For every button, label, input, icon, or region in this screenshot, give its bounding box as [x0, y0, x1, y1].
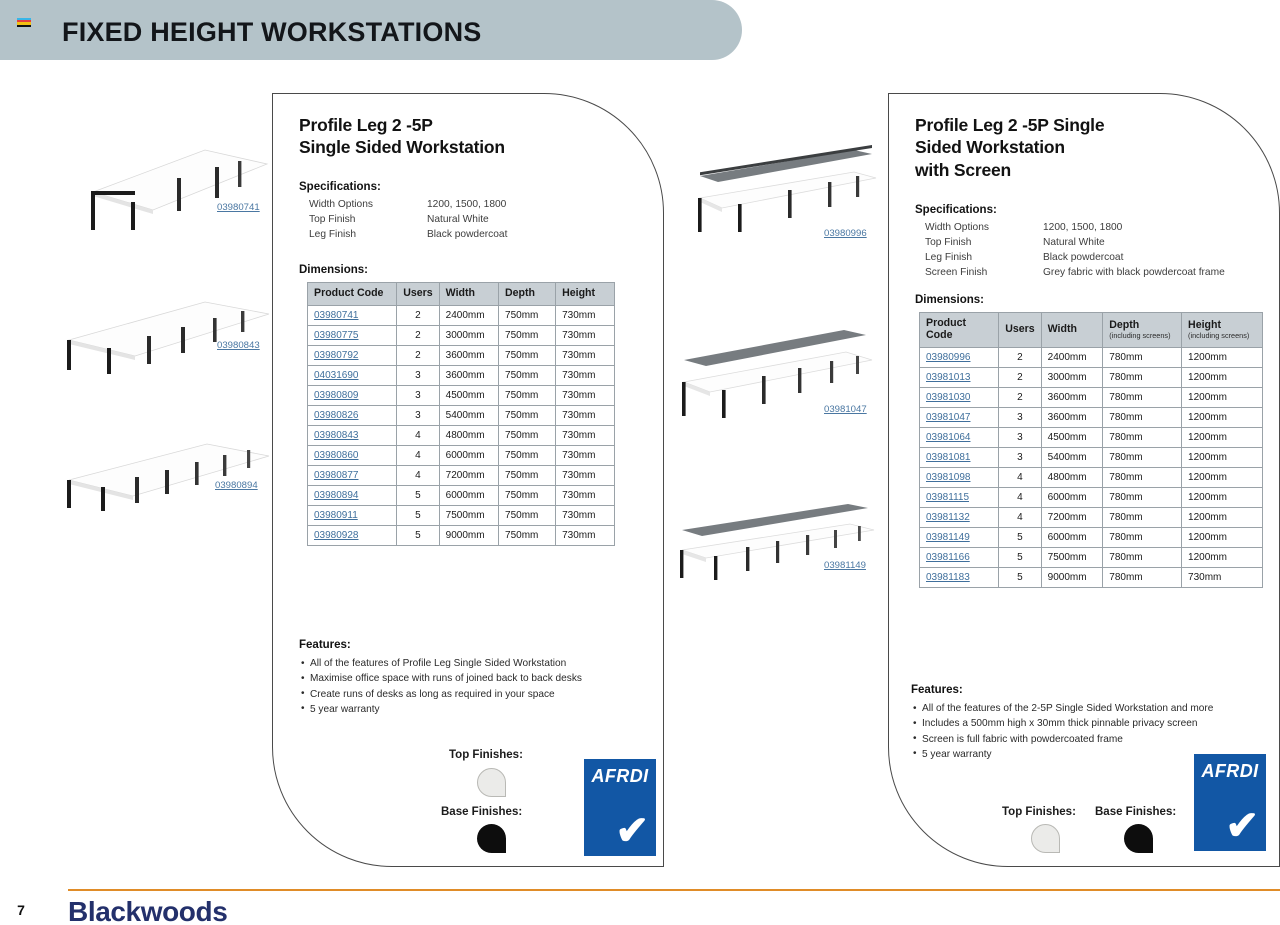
right-base-finishes-label: Base Finishes:	[1095, 806, 1177, 818]
product-code-link[interactable]: 03981166	[926, 551, 970, 563]
spec-row	[309, 228, 507, 243]
cell-users: 4	[999, 467, 1041, 487]
product-figure-03981149	[676, 490, 891, 600]
base-finish-swatch-black[interactable]	[1124, 824, 1153, 853]
check-icon: ✔	[1225, 804, 1259, 848]
product-code-link[interactable]: 03980911	[314, 509, 358, 521]
table-row	[308, 425, 615, 445]
feature-item: • All of the features of the 2-5P Single Sided Workstation and more	[911, 701, 1261, 716]
cell-product-code[interactable]	[920, 527, 999, 547]
product-code-link[interactable]: 03981047	[926, 411, 971, 423]
product-figure-03980741	[55, 130, 280, 230]
cell-depth: 780mm	[1103, 347, 1182, 367]
product-code-link[interactable]: 03980894	[314, 489, 359, 501]
col-users: Users	[999, 313, 1041, 348]
left-base-finishes-label: Base Finishes:	[441, 806, 523, 818]
product-code-link[interactable]: 03980928	[314, 529, 359, 541]
left-product-panel	[272, 93, 664, 867]
cell-width: 9000mm	[1041, 567, 1103, 587]
cell-users: 4	[397, 425, 439, 445]
cell-users: 5	[999, 567, 1041, 587]
cell-height: 730mm	[556, 485, 615, 505]
cell-depth: 750mm	[499, 325, 556, 345]
left-dimensions-table	[307, 282, 615, 546]
right-dimensions-label: Dimensions:	[915, 294, 985, 306]
cell-product-code[interactable]	[308, 425, 397, 445]
cell-product-code[interactable]	[308, 445, 397, 465]
cell-width: 7500mm	[1041, 547, 1103, 567]
product-code-link[interactable]: 03980741	[217, 202, 260, 213]
cell-users: 2	[999, 367, 1041, 387]
cell-users: 3	[999, 427, 1041, 447]
base-finish-swatch-black[interactable]	[477, 824, 506, 853]
cell-height: 1200mm	[1182, 527, 1263, 547]
footer-divider	[68, 889, 1280, 891]
cell-width: 2400mm	[439, 305, 498, 325]
product-code-link[interactable]: 03980843	[314, 429, 359, 441]
spec-value: 1200, 1500, 1800	[1043, 222, 1123, 233]
cell-users: 4	[999, 487, 1041, 507]
table-row	[920, 567, 1263, 587]
left-features-label: Features:	[299, 639, 351, 651]
cell-users: 2	[397, 325, 439, 345]
cell-height: 730mm	[556, 505, 615, 525]
table-row	[308, 305, 615, 325]
cell-width: 4500mm	[439, 385, 498, 405]
top-finish-swatch-natural-white[interactable]	[1031, 824, 1060, 853]
cell-users: 5	[397, 525, 439, 545]
left-dimensions-label: Dimensions:	[299, 264, 369, 276]
product-code-link[interactable]: 03981149	[824, 560, 866, 571]
col-depth-sub: (including screens)	[1109, 330, 1171, 340]
cell-users: 2	[397, 305, 439, 325]
product-code-link[interactable]: 03980894	[215, 480, 258, 491]
left-specifications-label: Specifications:	[299, 181, 381, 193]
right-features-block	[911, 684, 1261, 762]
cell-depth: 750mm	[499, 425, 556, 445]
table-row	[920, 547, 1263, 567]
spec-key: Top Finish	[925, 236, 972, 248]
cell-users: 3	[397, 365, 439, 385]
product-code-link[interactable]: 03981081	[926, 451, 971, 463]
table-head	[920, 313, 1263, 348]
col-width: Width	[439, 283, 498, 306]
cell-height: 1200mm	[1182, 407, 1263, 427]
table-row	[920, 447, 1263, 467]
cell-width: 3000mm	[439, 325, 498, 345]
cell-users: 2	[397, 345, 439, 365]
spec-value: Black powdercoat	[427, 228, 508, 240]
table-row	[920, 527, 1263, 547]
table-row	[308, 345, 615, 365]
cell-depth: 780mm	[1103, 567, 1182, 587]
col-product-code: Product Code	[920, 313, 999, 348]
table-row	[920, 507, 1263, 527]
table-row	[920, 427, 1263, 447]
cell-width: 4800mm	[1041, 467, 1103, 487]
table-row	[308, 365, 615, 385]
cell-width: 7500mm	[439, 505, 498, 525]
cell-users: 5	[999, 527, 1041, 547]
spec-value: 1200, 1500, 1800	[427, 199, 507, 210]
cell-height: 1200mm	[1182, 347, 1263, 367]
cell-depth: 750mm	[499, 505, 556, 525]
spec-key: Width Options	[309, 199, 373, 210]
cell-users: 4	[999, 507, 1041, 527]
col-width: Width	[1041, 313, 1103, 348]
product-code-link[interactable]: 03980809	[314, 389, 359, 401]
desk-illustration	[55, 130, 280, 230]
cell-width: 2400mm	[1041, 347, 1103, 367]
spec-key: Screen Finish	[925, 266, 988, 278]
spec-row	[925, 251, 1225, 266]
product-figure-03980843	[55, 278, 280, 378]
cell-width: 6000mm	[1041, 487, 1103, 507]
right-product-panel	[888, 93, 1280, 867]
table-row	[920, 347, 1263, 367]
spec-row	[309, 213, 507, 228]
cell-users: 3	[397, 405, 439, 425]
product-code-link[interactable]: 03980843	[217, 340, 260, 351]
cell-width: 3600mm	[439, 345, 498, 365]
right-panel-title-line1: Profile Leg 2 -5P Single	[915, 115, 1105, 135]
feature-item: • Maximise office space with runs of joined back to back desks	[299, 671, 639, 686]
cell-height: 730mm	[556, 325, 615, 345]
left-features-block	[299, 639, 639, 717]
product-code-link[interactable]: 03980775	[314, 329, 359, 341]
cell-users: 3	[397, 385, 439, 405]
cell-width: 3600mm	[1041, 387, 1103, 407]
cell-height: 1200mm	[1182, 507, 1263, 527]
cell-users: 2	[999, 347, 1041, 367]
spec-value: Black powdercoat	[1043, 251, 1124, 263]
product-code-link[interactable]: 03980741	[314, 309, 359, 321]
page-title: FIXED HEIGHT WORKSTATIONS	[62, 17, 482, 47]
afrdi-certification-logo	[1194, 754, 1266, 851]
cell-product-code[interactable]	[920, 507, 999, 527]
cell-users: 3	[999, 407, 1041, 427]
spec-row	[925, 236, 1225, 251]
product-code-link[interactable]: 03981149	[926, 531, 970, 543]
spec-key: Leg Finish	[925, 251, 973, 263]
left-top-finishes-label: Top Finishes:	[449, 749, 523, 761]
top-finish-swatch-natural-white[interactable]	[477, 768, 506, 797]
cell-height: 730mm	[556, 345, 615, 365]
cell-width: 3000mm	[1041, 367, 1103, 387]
cell-width: 4800mm	[439, 425, 498, 445]
col-depth: Depth	[499, 283, 556, 306]
cell-product-code[interactable]	[308, 465, 397, 485]
right-panel-title	[915, 114, 1259, 181]
cell-depth: 750mm	[499, 305, 556, 325]
cell-depth: 750mm	[499, 385, 556, 405]
cell-depth: 780mm	[1103, 487, 1182, 507]
table-row	[308, 445, 615, 465]
cell-height: 730mm	[556, 445, 615, 465]
product-code-link[interactable]: 03980860	[314, 449, 359, 461]
cell-product-code[interactable]	[920, 447, 999, 467]
product-code-link[interactable]: 03981013	[926, 371, 971, 383]
product-figure-03980996	[676, 138, 891, 248]
product-code-link[interactable]: 03980877	[314, 469, 359, 481]
cell-product-code[interactable]	[920, 467, 999, 487]
feature-item: • Screen is full fabric with powdercoated frame	[911, 732, 1261, 747]
cell-width: 6000mm	[1041, 527, 1103, 547]
right-dimensions-table	[919, 312, 1263, 588]
cell-depth: 750mm	[499, 465, 556, 485]
cell-product-code[interactable]	[920, 487, 999, 507]
cell-width: 5400mm	[1041, 447, 1103, 467]
cell-height: 730mm	[556, 405, 615, 425]
product-code-link[interactable]: 03980996	[824, 228, 867, 239]
table-row	[308, 405, 615, 425]
feature-item: • 5 year warranty	[299, 702, 639, 717]
left-features-list	[299, 656, 639, 717]
cell-height: 730mm	[556, 425, 615, 445]
left-panel-title	[299, 114, 643, 159]
cell-users: 4	[397, 465, 439, 485]
table-row	[308, 325, 615, 345]
table-row	[308, 465, 615, 485]
table-row	[308, 485, 615, 505]
cell-product-code[interactable]	[308, 385, 397, 405]
right-top-finishes-label: Top Finishes:	[1002, 806, 1076, 818]
cell-product-code[interactable]	[308, 365, 397, 385]
feature-item: • All of the features of Profile Leg Single Sided Workstation	[299, 656, 639, 671]
col-users: Users	[397, 283, 439, 306]
cell-product-code[interactable]	[308, 325, 397, 345]
spec-row	[309, 198, 507, 213]
cell-product-code[interactable]	[308, 345, 397, 365]
cell-product-code[interactable]	[920, 547, 999, 567]
cell-depth: 780mm	[1103, 447, 1182, 467]
product-code-link[interactable]: 03981132	[926, 511, 970, 523]
spec-row	[925, 266, 1225, 281]
product-code-link[interactable]: 03980996	[926, 351, 971, 363]
cell-product-code[interactable]	[308, 305, 397, 325]
cell-height: 1200mm	[1182, 427, 1263, 447]
col-product-code: Product Code	[308, 283, 397, 306]
right-panel-title-line2: Sided Workstation	[915, 137, 1065, 158]
cell-depth: 750mm	[499, 525, 556, 545]
cell-product-code[interactable]	[920, 567, 999, 587]
product-figure-03981047	[676, 318, 891, 428]
cell-width: 3600mm	[439, 365, 498, 385]
cell-width: 9000mm	[439, 525, 498, 545]
spec-value: Natural White	[427, 213, 489, 225]
cell-depth: 780mm	[1103, 427, 1182, 447]
right-features-label: Features:	[911, 684, 963, 696]
cell-height: 1200mm	[1182, 367, 1263, 387]
cell-height: 730mm	[556, 385, 615, 405]
cell-height: 1200mm	[1182, 467, 1263, 487]
cell-depth: 780mm	[1103, 367, 1182, 387]
cell-product-code[interactable]	[920, 367, 999, 387]
cell-depth: 780mm	[1103, 507, 1182, 527]
cell-depth: 750mm	[499, 445, 556, 465]
table-row	[920, 387, 1263, 407]
cell-depth: 780mm	[1103, 387, 1182, 407]
cell-height: 730mm	[556, 365, 615, 385]
product-code-link[interactable]: 03981115	[926, 491, 970, 503]
spec-key: Leg Finish	[309, 228, 357, 240]
cell-product-code[interactable]	[920, 387, 999, 407]
table-row	[920, 467, 1263, 487]
cell-depth: 780mm	[1103, 407, 1182, 427]
left-panel-title-line1: Profile Leg 2 -5P	[299, 115, 433, 135]
product-code-link[interactable]: 03980792	[314, 349, 359, 361]
product-code-link[interactable]: 03981064	[926, 431, 971, 443]
cell-height: 730mm	[556, 305, 615, 325]
product-code-link[interactable]: 03981047	[824, 404, 867, 415]
afrdi-certification-logo	[584, 759, 656, 856]
cell-width: 7200mm	[1041, 507, 1103, 527]
table-body	[308, 305, 615, 545]
spec-value: Natural White	[1043, 236, 1105, 248]
flag-icon	[17, 18, 31, 29]
cell-product-code[interactable]	[308, 405, 397, 425]
cell-users: 3	[999, 447, 1041, 467]
left-panel-title-line2: Single Sided Workstation	[299, 137, 505, 158]
product-code-link[interactable]: 03981098	[926, 471, 971, 483]
cell-users: 4	[397, 445, 439, 465]
spec-key: Top Finish	[309, 213, 356, 225]
cell-users: 2	[999, 387, 1041, 407]
cell-users: 5	[397, 505, 439, 525]
cell-width: 6000mm	[439, 485, 498, 505]
table-header-row	[308, 283, 615, 306]
cell-product-code[interactable]	[920, 347, 999, 367]
cell-users: 5	[397, 485, 439, 505]
cell-depth: 750mm	[499, 485, 556, 505]
col-depth: Depth (including screens)	[1103, 313, 1182, 348]
page-number: 7	[17, 902, 25, 918]
cell-height: 730mm	[556, 465, 615, 485]
right-panel-title-line3: with Screen	[915, 159, 1012, 180]
product-code-link[interactable]: 04031690	[314, 369, 359, 381]
cell-depth: 750mm	[499, 345, 556, 365]
cell-product-code[interactable]	[920, 427, 999, 447]
cell-users: 5	[999, 547, 1041, 567]
feature-item: • 5 year warranty	[911, 747, 1261, 762]
table-row	[920, 367, 1263, 387]
col-height: Height	[556, 283, 615, 306]
table-head	[308, 283, 615, 306]
cell-product-code[interactable]	[308, 485, 397, 505]
cell-width: 3600mm	[1041, 407, 1103, 427]
cell-height: 1200mm	[1182, 387, 1263, 407]
cell-height: 1200mm	[1182, 487, 1263, 507]
table-row	[308, 525, 615, 545]
afrdi-wordmark: AFRDI	[591, 765, 649, 786]
col-height: Height (including screens)	[1182, 313, 1263, 348]
cell-product-code[interactable]	[308, 505, 397, 525]
check-icon: ✔	[615, 809, 649, 853]
col-height-sub: (including screens)	[1188, 330, 1250, 340]
desk-illustration	[55, 418, 280, 518]
cell-height: 730mm	[1182, 567, 1263, 587]
spec-row	[925, 221, 1225, 236]
product-code-link[interactable]: 03981030	[926, 391, 971, 403]
desk-illustration	[55, 278, 280, 378]
right-specifications-label: Specifications:	[915, 204, 997, 216]
left-specifications-list	[309, 198, 507, 243]
product-code-link[interactable]: 03980826	[314, 409, 359, 421]
cell-height: 1200mm	[1182, 547, 1263, 567]
right-specifications-list	[925, 221, 1225, 281]
table-row	[920, 407, 1263, 427]
product-figure-03980894	[55, 418, 280, 518]
afrdi-wordmark: AFRDI	[1201, 760, 1259, 781]
feature-item: • Create runs of desks as long as required in your space	[299, 687, 639, 702]
cell-width: 6000mm	[439, 445, 498, 465]
cell-depth: 750mm	[499, 365, 556, 385]
cell-depth: 750mm	[499, 405, 556, 425]
cell-width: 4500mm	[1041, 427, 1103, 447]
cell-depth: 780mm	[1103, 527, 1182, 547]
table-row	[308, 385, 615, 405]
cell-height: 730mm	[556, 525, 615, 545]
cell-height: 1200mm	[1182, 447, 1263, 467]
cell-width: 5400mm	[439, 405, 498, 425]
feature-item: • Includes a 500mm high x 30mm thick pinnable privacy screen	[911, 716, 1261, 731]
cell-product-code[interactable]	[920, 407, 999, 427]
spec-key: Width Options	[925, 222, 989, 233]
cell-depth: 780mm	[1103, 467, 1182, 487]
cell-product-code[interactable]	[308, 525, 397, 545]
brand-logo: Blackwoods	[68, 896, 228, 925]
table-row	[308, 505, 615, 525]
spec-value: Grey fabric with black powdercoat frame	[1043, 266, 1225, 278]
cell-width: 7200mm	[439, 465, 498, 485]
table-body	[920, 347, 1263, 587]
desk-with-screen-illustration	[676, 490, 891, 600]
product-code-link[interactable]: 03981183	[926, 571, 970, 583]
table-header-row	[920, 313, 1263, 348]
cell-depth: 780mm	[1103, 547, 1182, 567]
table-row	[920, 487, 1263, 507]
